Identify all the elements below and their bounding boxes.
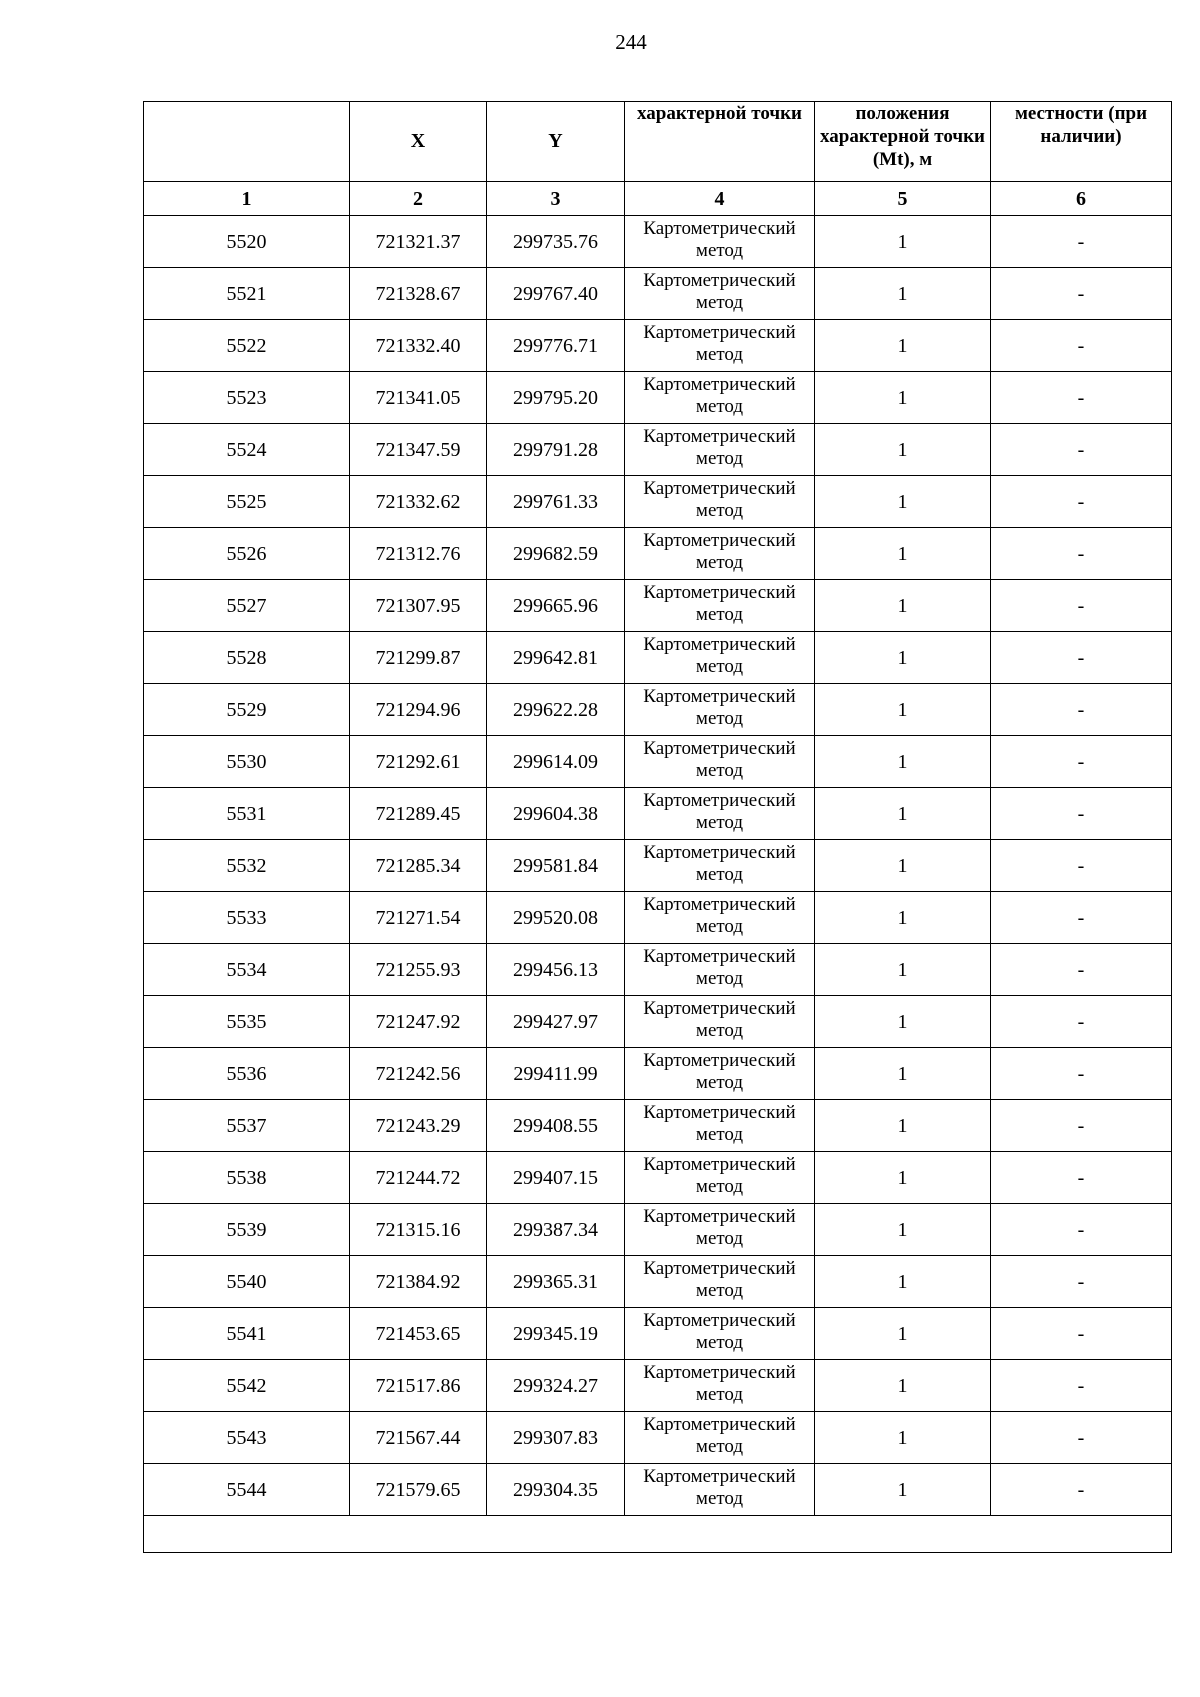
description-cell: - <box>991 1152 1172 1204</box>
accuracy-cell: 1 <box>815 372 991 424</box>
description-cell: - <box>991 840 1172 892</box>
description-cell: - <box>991 1204 1172 1256</box>
point-number-cell: 5524 <box>144 424 350 476</box>
y-coordinate-cell: 299604.38 <box>487 788 625 840</box>
x-coordinate-cell: 721453.65 <box>350 1308 487 1360</box>
point-number-cell: 5531 <box>144 788 350 840</box>
accuracy-cell: 1 <box>815 476 991 528</box>
method-cell: Картометрический метод <box>625 372 815 424</box>
y-coordinate-cell: 299665.96 <box>487 580 625 632</box>
y-coordinate-cell: 299427.97 <box>487 996 625 1048</box>
accuracy-cell: 1 <box>815 944 991 996</box>
accuracy-cell: 1 <box>815 268 991 320</box>
empty-footer-cell <box>144 1516 1172 1553</box>
description-cell: - <box>991 424 1172 476</box>
y-coordinate-cell: 299387.34 <box>487 1204 625 1256</box>
accuracy-cell: 1 <box>815 1100 991 1152</box>
accuracy-cell: 1 <box>815 684 991 736</box>
point-number-cell: 5522 <box>144 320 350 372</box>
y-coordinate-cell: 299407.15 <box>487 1152 625 1204</box>
y-coordinate-cell: 299345.19 <box>487 1308 625 1360</box>
method-cell: Картометрический метод <box>625 684 815 736</box>
description-cell: - <box>991 684 1172 736</box>
point-number-cell: 5537 <box>144 1100 350 1152</box>
header-cell-description: местности (при наличии) <box>991 102 1172 182</box>
method-cell: Картометрический метод <box>625 996 815 1048</box>
description-cell: - <box>991 528 1172 580</box>
table-row <box>144 424 1172 476</box>
method-cell: Картометрический метод <box>625 1152 815 1204</box>
y-coordinate-cell: 299614.09 <box>487 736 625 788</box>
accuracy-cell: 1 <box>815 1152 991 1204</box>
x-coordinate-cell: 721315.16 <box>350 1204 487 1256</box>
y-coordinate-cell: 299520.08 <box>487 892 625 944</box>
x-coordinate-cell: 721332.40 <box>350 320 487 372</box>
x-coordinate-cell: 721328.67 <box>350 268 487 320</box>
point-number-cell: 5525 <box>144 476 350 528</box>
y-coordinate-cell: 299642.81 <box>487 632 625 684</box>
description-cell: - <box>991 320 1172 372</box>
point-number-cell: 5534 <box>144 944 350 996</box>
description-cell: - <box>991 1464 1172 1516</box>
x-coordinate-cell: 721247.92 <box>350 996 487 1048</box>
table-row <box>144 1412 1172 1464</box>
point-number-cell: 5535 <box>144 996 350 1048</box>
coordinates-table <box>143 101 1172 1553</box>
accuracy-cell: 1 <box>815 1464 991 1516</box>
table-row <box>144 1204 1172 1256</box>
table-row <box>144 1100 1172 1152</box>
accuracy-cell: 1 <box>815 580 991 632</box>
table-row <box>144 944 1172 996</box>
table-row <box>144 528 1172 580</box>
column-number-row <box>144 182 1172 216</box>
description-cell: - <box>991 996 1172 1048</box>
point-number-cell: 5539 <box>144 1204 350 1256</box>
y-coordinate-cell: 299365.31 <box>487 1256 625 1308</box>
y-coordinate-cell: 299735.76 <box>487 216 625 268</box>
x-coordinate-cell: 721312.76 <box>350 528 487 580</box>
point-number-cell: 5528 <box>144 632 350 684</box>
y-coordinate-cell: 299304.35 <box>487 1464 625 1516</box>
y-coordinate-cell: 299324.27 <box>487 1360 625 1412</box>
header-cell-accuracy: положения характерной точки (Mt), м <box>815 102 991 182</box>
point-number-cell: 5538 <box>144 1152 350 1204</box>
point-number-cell: 5541 <box>144 1308 350 1360</box>
method-cell: Картометрический метод <box>625 1360 815 1412</box>
table-row <box>144 1464 1172 1516</box>
table-row <box>144 684 1172 736</box>
accuracy-cell: 1 <box>815 424 991 476</box>
description-cell: - <box>991 944 1172 996</box>
method-cell: Картометрический метод <box>625 840 815 892</box>
accuracy-cell: 1 <box>815 996 991 1048</box>
point-number-cell: 5536 <box>144 1048 350 1100</box>
x-coordinate-cell: 721294.96 <box>350 684 487 736</box>
description-cell: - <box>991 1256 1172 1308</box>
x-coordinate-cell: 721271.54 <box>350 892 487 944</box>
x-coordinate-cell: 721242.56 <box>350 1048 487 1100</box>
y-coordinate-cell: 299795.20 <box>487 372 625 424</box>
description-cell: - <box>991 268 1172 320</box>
y-coordinate-cell: 299767.40 <box>487 268 625 320</box>
accuracy-cell: 1 <box>815 632 991 684</box>
accuracy-cell: 1 <box>815 1360 991 1412</box>
method-cell: Картометрический метод <box>625 892 815 944</box>
accuracy-cell: 1 <box>815 736 991 788</box>
description-cell: - <box>991 1360 1172 1412</box>
x-coordinate-cell: 721332.62 <box>350 476 487 528</box>
accuracy-cell: 1 <box>815 892 991 944</box>
table-row <box>144 372 1172 424</box>
method-cell: Картометрический метод <box>625 216 815 268</box>
y-coordinate-cell: 299456.13 <box>487 944 625 996</box>
description-cell: - <box>991 892 1172 944</box>
table-row <box>144 996 1172 1048</box>
description-cell: - <box>991 216 1172 268</box>
point-number-cell: 5542 <box>144 1360 350 1412</box>
x-coordinate-cell: 721243.29 <box>350 1100 487 1152</box>
y-coordinate-cell: 299581.84 <box>487 840 625 892</box>
method-cell: Картометрический метод <box>625 1204 815 1256</box>
table-row <box>144 580 1172 632</box>
method-cell: Картометрический метод <box>625 1048 815 1100</box>
x-coordinate-cell: 721292.61 <box>350 736 487 788</box>
method-cell: Картометрический метод <box>625 580 815 632</box>
header-cell-y: Y <box>487 102 625 182</box>
method-cell: Картометрический метод <box>625 632 815 684</box>
x-coordinate-cell: 721347.59 <box>350 424 487 476</box>
x-coordinate-cell: 721307.95 <box>350 580 487 632</box>
table-row <box>144 476 1172 528</box>
method-cell: Картометрический метод <box>625 424 815 476</box>
method-cell: Картометрический метод <box>625 268 815 320</box>
point-number-cell: 5529 <box>144 684 350 736</box>
description-cell: - <box>991 476 1172 528</box>
method-cell: Картометрический метод <box>625 1412 815 1464</box>
table-row <box>144 840 1172 892</box>
x-coordinate-cell: 721384.92 <box>350 1256 487 1308</box>
method-cell: Картометрический метод <box>625 1308 815 1360</box>
table-row <box>144 1360 1172 1412</box>
table-row <box>144 216 1172 268</box>
point-number-cell: 5533 <box>144 892 350 944</box>
y-coordinate-cell: 299408.55 <box>487 1100 625 1152</box>
y-coordinate-cell: 299761.33 <box>487 476 625 528</box>
method-cell: Картометрический метод <box>625 944 815 996</box>
accuracy-cell: 1 <box>815 1256 991 1308</box>
table-row <box>144 1048 1172 1100</box>
point-number-cell: 5526 <box>144 528 350 580</box>
description-cell: - <box>991 1048 1172 1100</box>
point-number-cell: 5520 <box>144 216 350 268</box>
accuracy-cell: 1 <box>815 788 991 840</box>
point-number-cell: 5523 <box>144 372 350 424</box>
x-coordinate-cell: 721341.05 <box>350 372 487 424</box>
accuracy-cell: 1 <box>815 840 991 892</box>
table-row <box>144 892 1172 944</box>
x-coordinate-cell: 721579.65 <box>350 1464 487 1516</box>
y-coordinate-cell: 299791.28 <box>487 424 625 476</box>
method-cell: Картометрический метод <box>625 476 815 528</box>
header-cell-point-number <box>144 102 350 182</box>
y-coordinate-cell: 299622.28 <box>487 684 625 736</box>
accuracy-cell: 1 <box>815 1048 991 1100</box>
accuracy-cell: 1 <box>815 1204 991 1256</box>
accuracy-cell: 1 <box>815 528 991 580</box>
x-coordinate-cell: 721244.72 <box>350 1152 487 1204</box>
accuracy-cell: 1 <box>815 320 991 372</box>
x-coordinate-cell: 721255.93 <box>350 944 487 996</box>
header-row <box>144 102 1172 182</box>
description-cell: - <box>991 1412 1172 1464</box>
point-number-cell: 5540 <box>144 1256 350 1308</box>
accuracy-cell: 1 <box>815 1308 991 1360</box>
x-coordinate-cell: 721299.87 <box>350 632 487 684</box>
description-cell: - <box>991 372 1172 424</box>
empty-footer-row <box>144 1516 1172 1553</box>
table-row <box>144 1152 1172 1204</box>
point-number-cell: 5527 <box>144 580 350 632</box>
table-body <box>144 216 1172 1516</box>
y-coordinate-cell: 299682.59 <box>487 528 625 580</box>
description-cell: - <box>991 580 1172 632</box>
point-number-cell: 5521 <box>144 268 350 320</box>
method-cell: Картометрический метод <box>625 1464 815 1516</box>
point-number-cell: 5532 <box>144 840 350 892</box>
table-row <box>144 632 1172 684</box>
column-number: 5 <box>815 182 991 216</box>
point-number-cell: 5530 <box>144 736 350 788</box>
y-coordinate-cell: 299411.99 <box>487 1048 625 1100</box>
description-cell: - <box>991 736 1172 788</box>
method-cell: Картометрический метод <box>625 1256 815 1308</box>
table-row <box>144 736 1172 788</box>
method-cell: Картометрический метод <box>625 528 815 580</box>
column-number: 4 <box>625 182 815 216</box>
table-row <box>144 1308 1172 1360</box>
column-number: 6 <box>991 182 1172 216</box>
point-number-cell: 5544 <box>144 1464 350 1516</box>
method-cell: Картометрический метод <box>625 736 815 788</box>
x-coordinate-cell: 721567.44 <box>350 1412 487 1464</box>
column-number: 3 <box>487 182 625 216</box>
y-coordinate-cell: 299307.83 <box>487 1412 625 1464</box>
table-row <box>144 1256 1172 1308</box>
header-cell-method: характерной точки <box>625 102 815 182</box>
column-number: 2 <box>350 182 487 216</box>
x-coordinate-cell: 721285.34 <box>350 840 487 892</box>
column-number: 1 <box>144 182 350 216</box>
table-row <box>144 268 1172 320</box>
x-coordinate-cell: 721321.37 <box>350 216 487 268</box>
description-cell: - <box>991 1100 1172 1152</box>
accuracy-cell: 1 <box>815 216 991 268</box>
description-cell: - <box>991 788 1172 840</box>
description-cell: - <box>991 632 1172 684</box>
point-number-cell: 5543 <box>144 1412 350 1464</box>
y-coordinate-cell: 299776.71 <box>487 320 625 372</box>
accuracy-cell: 1 <box>815 1412 991 1464</box>
header-cell-x: X <box>350 102 487 182</box>
method-cell: Картометрический метод <box>625 320 815 372</box>
page-number: 244 <box>615 30 647 54</box>
description-cell: - <box>991 1308 1172 1360</box>
table-row <box>144 788 1172 840</box>
method-cell: Картометрический метод <box>625 788 815 840</box>
method-cell: Картометрический метод <box>625 1100 815 1152</box>
x-coordinate-cell: 721289.45 <box>350 788 487 840</box>
table-row <box>144 320 1172 372</box>
x-coordinate-cell: 721517.86 <box>350 1360 487 1412</box>
